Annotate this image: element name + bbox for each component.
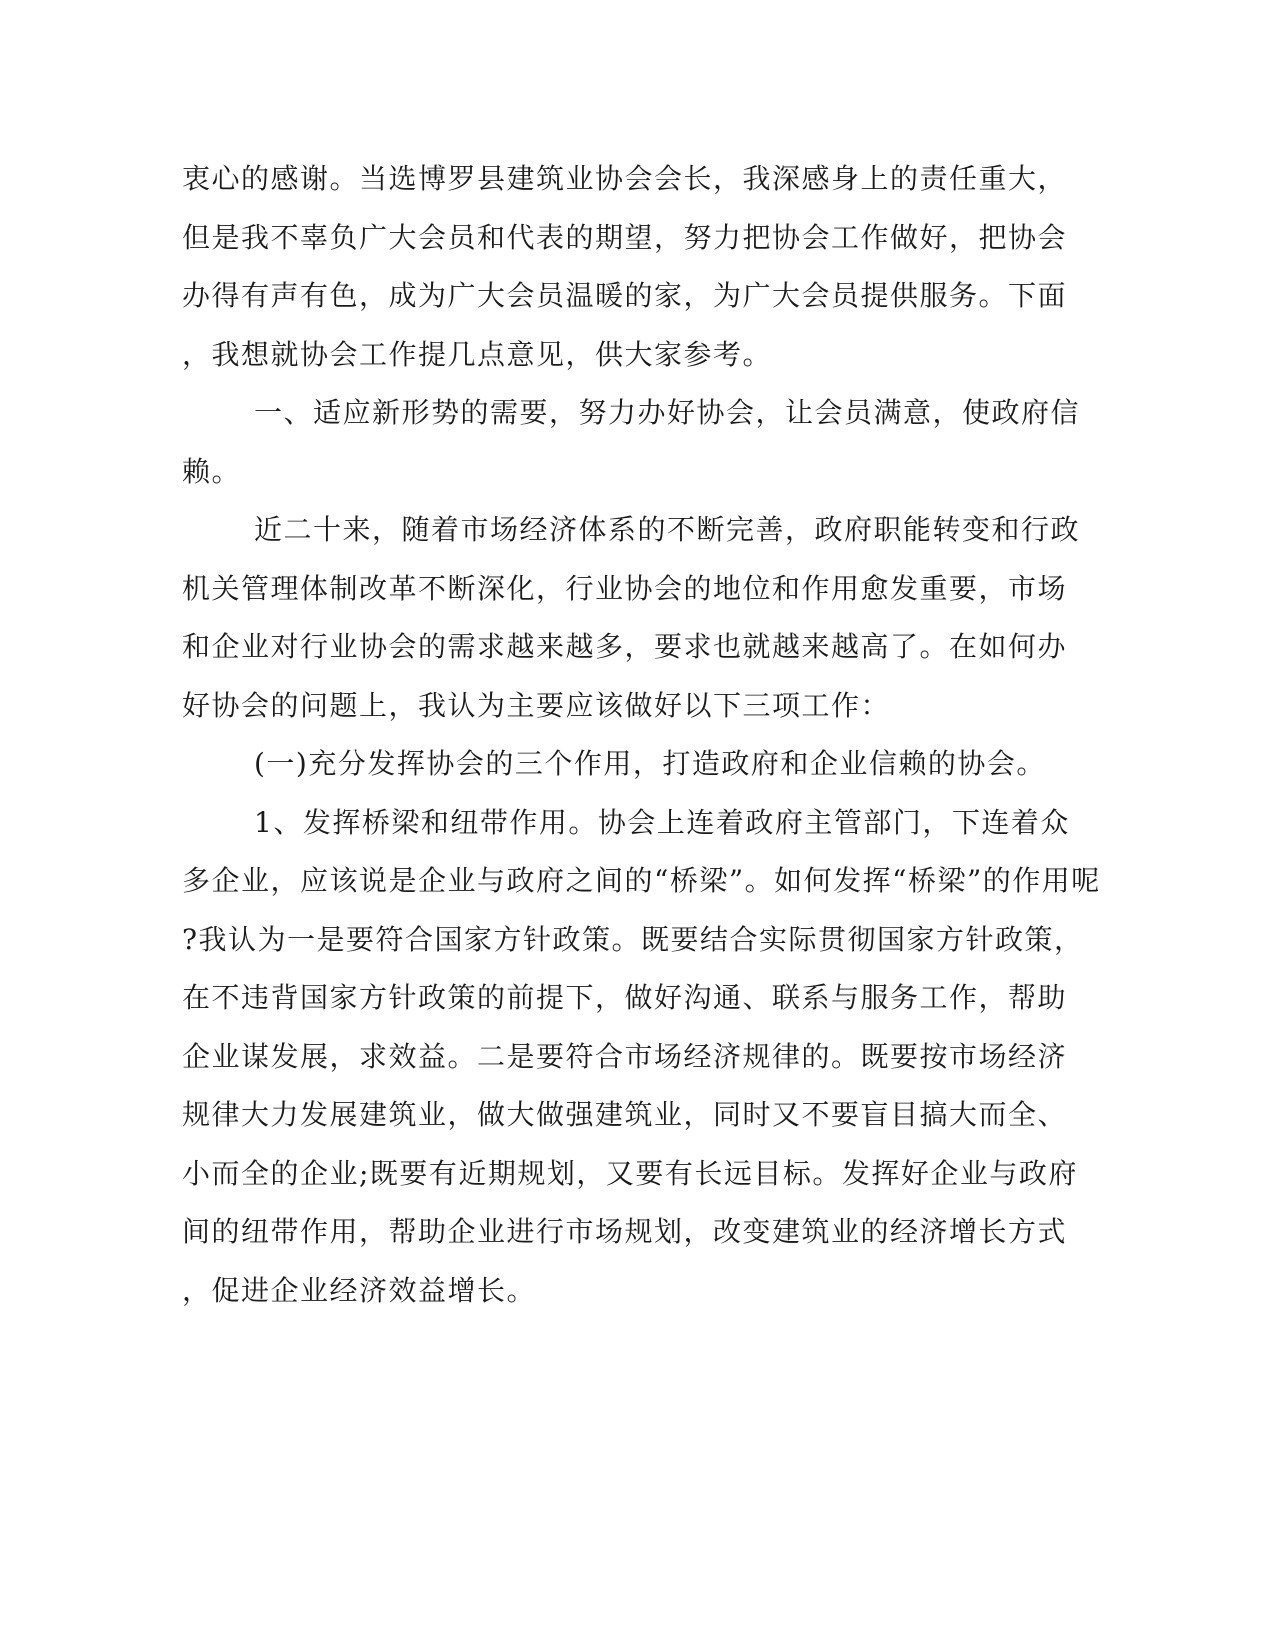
text-line-4: ，我想就协会工作提几点意见，供大家参考。 — [182, 337, 773, 371]
text-line-8: 机关管理体制改革不断深化，行业协会的地位和作用愈发重要，市场 — [182, 571, 1068, 605]
text-line-9: 和企业对行业协会的需求越来越多，要求也就越来越高了。在如何办 — [182, 630, 1068, 663]
text-line-14: ?我认为一是要符合国家方针政策。既要结合实际贯彻国家方针政策， — [182, 922, 1084, 956]
text-line-15: 在不违背国家方针政策的前提下，做好沟通、联系与服务工作，帮助 — [182, 981, 1068, 1014]
text-line-6: 赖。 — [182, 454, 242, 488]
text-line-12: 1、发挥桥梁和纽带作用。协会上连着政府主管部门，下连着众 — [254, 805, 1070, 839]
text-line-1: 衷心的感谢。当选博罗县建筑业协会会长，我深感身上的责任重大， — [182, 162, 1068, 195]
text-line-20: ，促进企业经济效益增长。 — [182, 1273, 537, 1307]
text-line-16: 企业谋发展，求效益。二是要符合市场经济规律的。既要按市场经济 — [182, 1039, 1068, 1073]
text-line-3: 办得有声有色，成为广大会员温暖的家，为广大会员提供服务。下面 — [182, 279, 1068, 312]
text-line-2: 但是我不辜负广大会员和代表的期望，努力把协会工作做好，把协会 — [182, 220, 1068, 254]
text-line-10: 好协会的问题上，我认为主要应该做好以下三项工作： — [182, 688, 891, 722]
text-line-13: 多企业，应该说是企业与政府之间的“桥梁”。如何发挥“桥梁”的作用呢 — [182, 864, 1101, 897]
body-text — [182, 150, 1101, 1320]
text-line-18: 小而全的企业;既要有近期规划，又要有长远目标。发挥好企业与政府 — [182, 1156, 1078, 1190]
text-line-17: 规律大力发展建筑业，做大做强建筑业，同时又不要盲目搞大而全、 — [182, 1098, 1068, 1131]
text-line-7: 近二十来，随着市场经济体系的不断完善，政府职能转变和行政 — [254, 513, 1081, 546]
text-line-11: (一)充分发挥协会的三个作用，打造政府和企业信赖的协会。 — [254, 747, 1046, 780]
text-line-19: 间的纽带作用，帮助企业进行市场规划，改变建筑业的经济增长方式 — [182, 1215, 1068, 1248]
text-line-5: 一、适应新形势的需要，努力办好协会，让会员满意，使政府信 — [254, 396, 1081, 429]
